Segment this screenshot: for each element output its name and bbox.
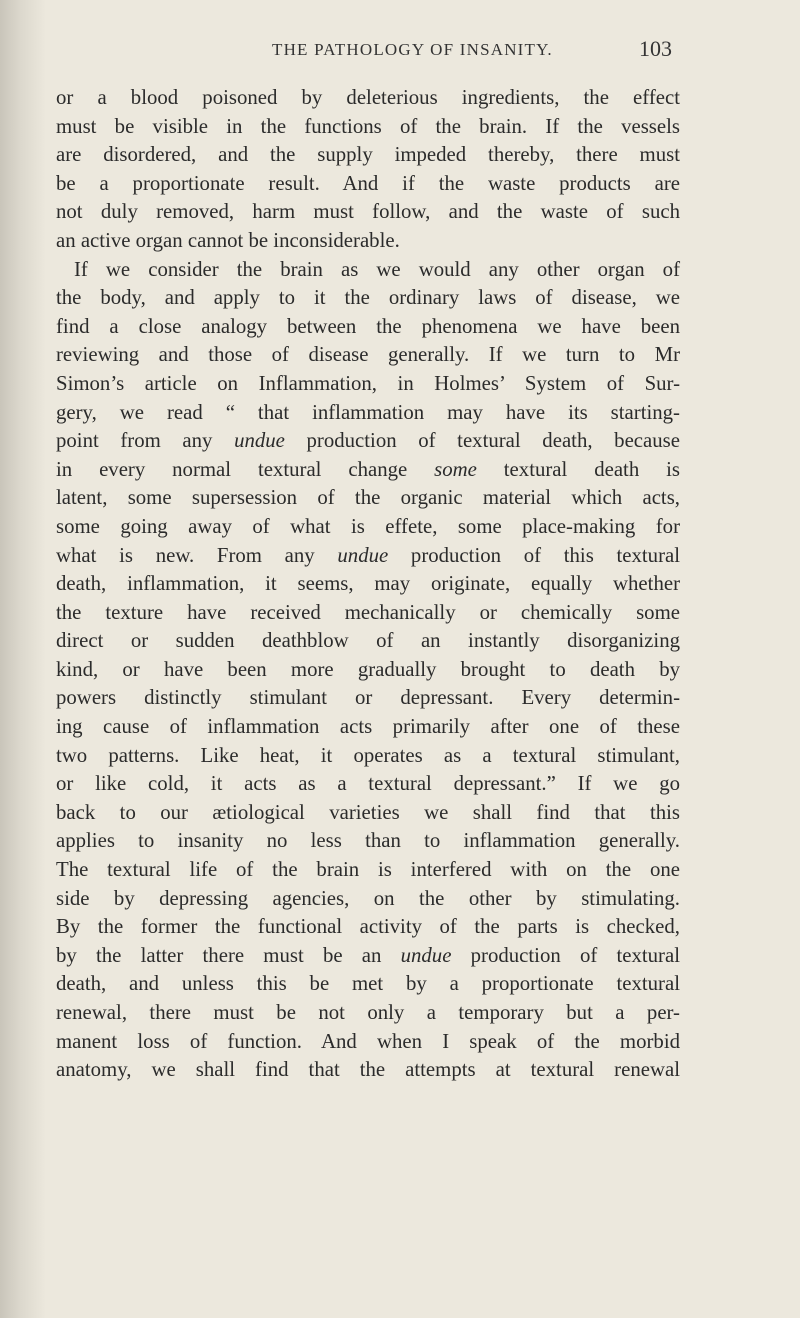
running-title: THE PATHOLOGY OF INSANITY. (272, 40, 553, 59)
emphasis-word: undue (337, 543, 389, 567)
text-line: applies to insanity no less than to inflammation generally. (56, 829, 680, 853)
text-line: renewal, there must be not only a temporary but a per- (56, 1001, 680, 1024)
text-line: The textural life of the brain is interfered with on the one (56, 858, 680, 882)
text-line: not duly removed, harm must follow, and the waste of such (56, 200, 680, 224)
text-line: side by depressing agencies, on the other by stimulating. (56, 886, 680, 910)
text-line: back to our ætiological varieties we shall find that this (56, 800, 680, 824)
text-line: the texture have received mechanically or chemically some (56, 600, 680, 624)
text-segment: what is new. From any (56, 543, 338, 567)
page-header (0, 34, 800, 64)
text-line: powers distinctly stimulant or depressant. Every determin- (56, 686, 680, 710)
text-line: or a blood poisoned by deleterious ingredients, the effect (56, 86, 680, 109)
text-line: be a proportionate result. And if the waste products are (56, 171, 680, 195)
text-line: or like cold, it acts as a textural depressant.” If we go (56, 772, 680, 796)
page-number: 103 (639, 36, 672, 61)
text-line: death, inflammation, it seems, may originate, equally whether (56, 572, 680, 596)
text-line: two patterns. Like heat, it operates as a textural stimulant, (56, 743, 680, 767)
emphasis-word: undue (400, 943, 452, 967)
text-line (56, 456, 680, 485)
text-line: the body, and apply to it the ordinary laws of disease, we (56, 286, 680, 310)
text-line (56, 427, 680, 456)
emphasis-word: some (434, 457, 477, 481)
text-line: ing cause of inflammation acts primarily after one of these (56, 715, 680, 739)
text-line (56, 542, 680, 571)
text-line: Simon’s article on Inflammation, in Holmes’ System of Sur- (56, 371, 680, 395)
text-line: kind, or have been more gradually brought to death by (56, 657, 680, 681)
page-edge-shadow (0, 0, 46, 1318)
text-line: some going away of what is effete, some place-making for (56, 514, 680, 538)
text-line: latent, some supersession of the organic material which acts, (56, 486, 680, 510)
text-line: manent loss of function. And when I speak of the morbid (56, 1029, 680, 1053)
text-segment: production of textural death, because (284, 429, 680, 453)
text-segment: by the latter there must be an (56, 943, 401, 967)
paragraph-start-line: If we consider the brain as we would any other organ of (74, 257, 680, 281)
text-line: direct or sudden deathblow of an instantly disorganizing (56, 629, 680, 653)
text-line (56, 942, 680, 971)
text-line: must be visible in the functions of the brain. If the vessels (56, 114, 680, 138)
emphasis-word: undue (234, 429, 285, 453)
text-line: reviewing and those of disease generally. If we turn to Mr (56, 343, 680, 367)
text-segment: in every normal textural change (56, 457, 435, 481)
text-line: are disordered, and the supply impeded thereby, there must (56, 143, 680, 167)
text-segment: production of textural (451, 943, 680, 967)
text-line: an active organ cannot be inconsiderable. (56, 228, 400, 252)
text-segment: production of this textural (388, 543, 681, 567)
text-line: anatomy, we shall find that the attempts at textural renewal (56, 1058, 680, 1082)
text-line: death, and unless this be met by a proportionate textural (56, 972, 680, 996)
text-line: find a close analogy between the phenomena we have been (56, 314, 680, 338)
body-text (56, 84, 680, 1085)
text-segment: textural death is (476, 457, 680, 481)
text-line: By the former the functional activity of the parts is checked, (56, 915, 680, 939)
text-line: gery, we read “ that inflammation may have its starting- (56, 400, 680, 424)
text-segment: point from any (56, 429, 235, 453)
